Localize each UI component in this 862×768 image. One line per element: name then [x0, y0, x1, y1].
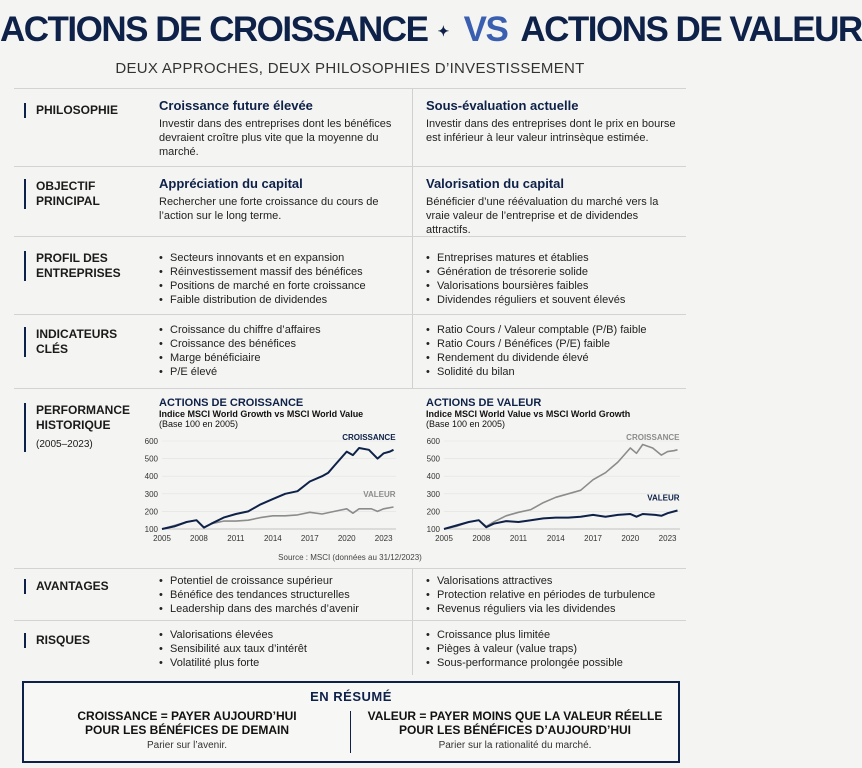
column-divider: [412, 621, 413, 675]
list-item: • Secteurs innovants et en expansion: [159, 251, 404, 265]
row-philosophie: [14, 88, 686, 167]
x-tick-label: 2005: [153, 534, 171, 543]
summary-growth-note: Parier sur l’avenir.: [146, 740, 228, 751]
growth-chart: [132, 432, 402, 547]
value-cell: [426, 628, 681, 670]
growth-cell: [159, 251, 404, 307]
row-avantages: [14, 568, 686, 621]
value-heading: Sous-évaluation actuelle: [426, 98, 579, 113]
summary-value: [356, 709, 674, 751]
growth-chart-block: [159, 397, 404, 429]
list-item: • Volatilité plus forte: [159, 656, 404, 670]
list-item: • Ratio Cours / Valeur comptable (P/B) faible: [426, 323, 681, 337]
list-item: • Positions de marché en forte croissance: [159, 279, 404, 293]
list-item: • P/E élevé: [159, 365, 404, 379]
list-item: • Marge bénéficiaire: [159, 351, 404, 365]
list-item: • Revenus réguliers via les dividendes: [426, 602, 681, 616]
row-profil: [14, 236, 686, 315]
growth-cell: [159, 323, 404, 379]
x-tick-label: 2017: [300, 534, 319, 543]
growth-heading: Appréciation du capital: [159, 176, 303, 191]
summary-divider: [350, 711, 351, 753]
column-divider: [412, 167, 413, 237]
value-heading: Valorisation du capital: [426, 176, 564, 191]
value-cell: [426, 251, 681, 307]
list-item: • Rendement du dividende élevé: [426, 351, 681, 365]
list-item: • Solidité du bilan: [426, 365, 681, 379]
list-item: • Sous-performance prolongée possible: [426, 656, 681, 670]
chart-title: ACTIONS DE VALEUR: [426, 397, 542, 409]
summary-value-line2: POUR LES BÉNÉFICES D’AUJOURD’HUI: [398, 723, 632, 737]
list-item: • Réinvestissement massif des bénéfices: [159, 265, 404, 279]
x-tick-label: 2020: [337, 534, 356, 543]
list-item: • Bénéfice des tendances structurelles: [159, 588, 404, 602]
series-line-croissance: [444, 445, 678, 530]
y-tick-label: 500: [426, 454, 440, 464]
growth-cell: [159, 574, 404, 616]
chart-subtitle: Indice MSCI World Growth vs MSCI World Value: [159, 409, 364, 419]
summary-box: [22, 681, 680, 763]
row-indicateurs: [14, 314, 686, 389]
series-line-valeur: [444, 511, 678, 530]
page-subtitle: DEUX APPROCHES, DEUX PHILOSOPHIES D’INVESTISSEMENT: [115, 60, 585, 77]
growth-text: Rechercher une forte croissance du cours de l’action sur le long terme.: [159, 196, 379, 222]
value-chart-block: [426, 397, 681, 429]
series-line-valeur: [162, 507, 394, 529]
y-tick-label: 400: [144, 472, 158, 482]
row-label: OBJECTIF PRINCIPAL: [24, 179, 116, 209]
list-item: • Sensibilité aux taux d’intérêt: [159, 642, 404, 656]
growth-cell: [159, 177, 404, 223]
row-label: [24, 403, 131, 452]
series-label: VALEUR: [363, 490, 396, 499]
y-tick-label: 300: [144, 489, 158, 499]
y-tick-label: 200: [426, 507, 440, 517]
chart-title: ACTIONS DE CROISSANCE: [159, 397, 304, 409]
page-title: [0, 10, 862, 50]
series-label: CROISSANCE: [626, 432, 680, 442]
row-risques: [14, 620, 686, 675]
list-item: • Valorisations boursières faibles: [426, 279, 681, 293]
growth-text: Investir dans des entreprises dont les bénéfices devraient croître plus vite que la moyenne du marché.: [159, 118, 392, 158]
list-item: • Valorisations attractives: [426, 574, 681, 588]
x-tick-label: 2008: [190, 534, 208, 543]
value-cell: [426, 323, 681, 379]
column-divider: [412, 89, 413, 167]
source-note: Source : MSCI (données au 31/12/2023): [278, 553, 422, 562]
list-item: • Ratio Cours / Bénéfices (P/E) faible: [426, 337, 681, 351]
column-divider: [412, 237, 413, 315]
title-value: ACTIONS DE VALEUR: [520, 10, 862, 49]
list-item: • Génération de trésorerie solide: [426, 265, 681, 279]
row-label: PHILOSOPHIE: [24, 103, 151, 118]
title-growth: ACTIONS DE CROISSANCE: [0, 10, 428, 49]
summary-growth: [28, 709, 346, 751]
summary-title: EN RÉSUMÉ: [310, 689, 392, 704]
row-label: INDICATEURS CLÉS: [24, 327, 116, 357]
list-item: • Croissance du chiffre d’affaires: [159, 323, 404, 337]
x-tick-label: 2023: [374, 534, 393, 543]
growth-cell: [159, 628, 404, 670]
row-objectif: [14, 166, 686, 237]
value-text: Bénéficier d’une réévaluation du marché vers la vraie valeur de l’entreprise et de dividendes attractifs.: [426, 196, 659, 236]
list-item: • Leadership dans des marchés d’avenir: [159, 602, 404, 616]
x-tick-label: 2017: [584, 534, 602, 543]
row-label-text: PERFORMANCE HISTORIQUE: [36, 403, 131, 432]
x-tick-label: 2020: [621, 534, 640, 543]
summary-growth-line2: POUR LES BÉNÉFICES DE DEMAIN: [84, 723, 290, 737]
series-label: CROISSANCE: [342, 432, 396, 442]
y-tick-label: 100: [144, 525, 158, 534]
star-icon: ✦: [437, 23, 448, 40]
column-divider: [412, 569, 413, 621]
x-tick-label: 2008: [472, 534, 491, 543]
row-label: AVANTAGES: [24, 579, 151, 594]
list-item: • Entreprises matures et établies: [426, 251, 681, 265]
list-item: • Valorisations élevées: [159, 628, 404, 642]
growth-heading: Croissance future élevée: [159, 98, 313, 113]
list-item: • Croissance plus limitée: [426, 628, 681, 642]
x-tick-label: 2011: [509, 534, 528, 543]
chart-note: (Base 100 en 2005): [159, 419, 239, 429]
list-item: • Potentiel de croissance supérieur: [159, 574, 404, 588]
growth-cell: [159, 99, 404, 159]
list-item: • Protection relative en périodes de turbulence: [426, 588, 681, 602]
value-chart: [414, 432, 686, 547]
value-cell: [426, 99, 681, 145]
y-tick-label: 100: [426, 525, 440, 534]
y-tick-label: 600: [426, 437, 440, 446]
value-cell: [426, 177, 681, 237]
list-item: • Pièges à valeur (value traps): [426, 642, 681, 656]
list-item: • Faible distribution de dividendes: [159, 293, 404, 307]
column-divider: [412, 315, 413, 389]
x-tick-label: 2005: [435, 534, 453, 543]
chart-note: (Base 100 en 2005): [426, 419, 506, 429]
x-tick-label: 2014: [546, 534, 565, 543]
row-performance: [14, 388, 686, 569]
chart-subtitle: Indice MSCI World Value vs MSCI World Growth: [426, 409, 631, 419]
y-tick-label: 200: [144, 507, 158, 517]
summary-growth-line1: CROISSANCE = PAYER AUJOURD’HUI: [77, 709, 297, 723]
series-line-croissance: [162, 448, 394, 529]
row-label: PROFIL DES ENTREPRISES: [24, 251, 126, 281]
summary-value-note: Parier sur la rationalité du marché.: [438, 740, 592, 751]
period-label: (2005–2023): [36, 439, 93, 450]
list-item: • Croissance des bénéfices: [159, 337, 404, 351]
row-label: RISQUES: [24, 633, 151, 648]
y-tick-label: 600: [144, 437, 158, 446]
value-text: Investir dans des entreprises dont le prix en bourse est inférieur à leur valeur intrinsèque estimée.: [426, 118, 676, 144]
y-tick-label: 300: [426, 489, 440, 499]
series-label: VALEUR: [647, 493, 680, 503]
x-tick-label: 2014: [263, 534, 282, 543]
list-item: • Dividendes réguliers et souvent élevés: [426, 293, 681, 307]
value-cell: [426, 574, 681, 616]
y-tick-label: 400: [426, 472, 440, 482]
summary-value-line1: VALEUR = PAYER MOINS QUE LA VALEUR RÉELLE: [367, 709, 663, 723]
x-tick-label: 2023: [658, 534, 677, 543]
y-tick-label: 500: [144, 454, 158, 464]
title-vs: VS: [463, 10, 508, 49]
x-tick-label: 2011: [227, 534, 245, 543]
